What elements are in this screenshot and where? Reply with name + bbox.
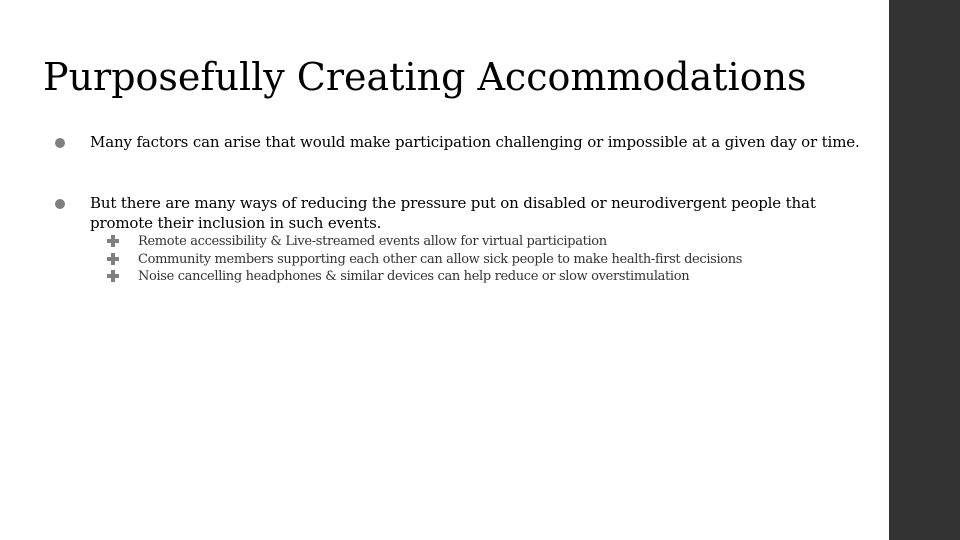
- plus-icon: [107, 253, 119, 265]
- sub-bullet-item-1: [107, 233, 867, 251]
- sub-bullet-text-2: Community members supporting each other can allow sick people to make health-first decisions: [138, 252, 743, 267]
- bullet-dot-icon: [55, 138, 65, 148]
- sub-bullet-text-1: Remote accessibility & Live-streamed events allow for virtual participation: [138, 234, 607, 249]
- side-accent-bar: [889, 0, 960, 540]
- sub-bullet-text-3: Noise cancelling headphones & similar devices can help reduce or slow overstimulation: [138, 269, 690, 284]
- sub-bullet-item-2: [107, 251, 867, 269]
- bullet-text-1: Many factors can arise that would make participation challenging or impossible at a given day or time.: [90, 133, 860, 151]
- plus-icon: [107, 270, 119, 282]
- bullet-text-2: But there are many ways of reducing the pressure put on disabled or neurodivergent people that promote their inclusion in such events.: [90, 194, 816, 232]
- plus-icon: [107, 235, 119, 247]
- slide-title: Purposefully Creating Accommodations: [43, 55, 807, 99]
- bullet-dot-icon: [55, 199, 65, 209]
- sub-bullet-item-3: [107, 268, 867, 286]
